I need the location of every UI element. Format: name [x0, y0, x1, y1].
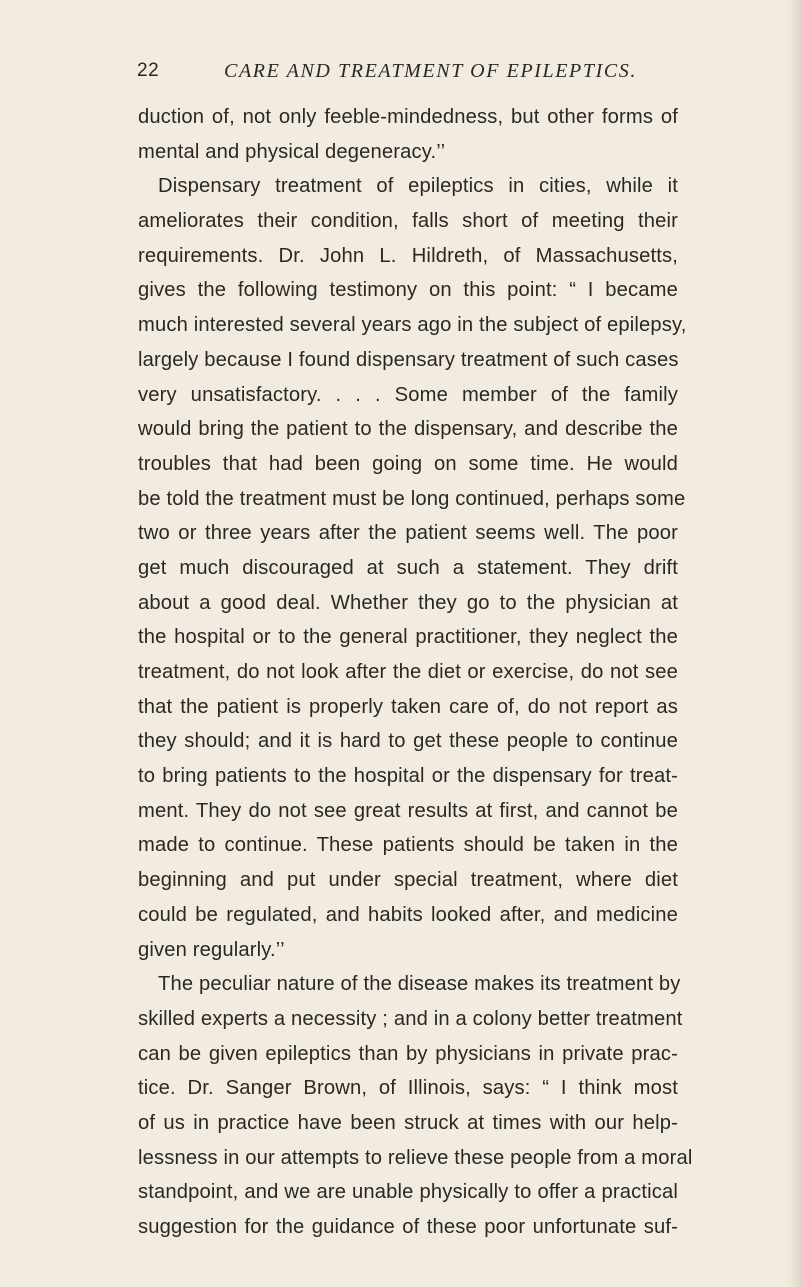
text-line: made to continue. These patients should be taken in the: [138, 834, 678, 857]
text-line: largely because I found dispensary treatment of such cases: [138, 348, 679, 371]
text-line: ameliorates their condition, falls short of meeting their: [138, 210, 678, 233]
running-title: CARE AND TREATMENT OF EPILEPTICS.: [224, 60, 637, 82]
text-line: tice. Dr. Sanger Brown, of Illinois, says: “ I think most: [138, 1077, 678, 1100]
text-line: troubles that had been going on some time. He would: [138, 452, 678, 475]
text-line: lessness in our attempts to relieve these people from a moral: [138, 1146, 693, 1169]
text-line: much interested several years ago in the subject of epilepsy,: [138, 314, 687, 337]
text-line: two or three years after the patient seems well. The poor: [138, 522, 678, 545]
text-line: be told the treatment must be long continued, perhaps some: [138, 487, 686, 510]
text-line: ment. They do not see great results at first, and cannot be: [138, 799, 678, 822]
text-line: skilled experts a necessity ; and in a colony better treatment: [138, 1007, 683, 1030]
text-line: get much discouraged at such a statement. They drift: [138, 556, 678, 579]
text-line: standpoint, and we are unable physically to offer a practical: [138, 1181, 678, 1204]
text-line: about a good deal. Whether they go to the physician at: [138, 591, 678, 614]
paragraph-start-line: The peculiar nature of the disease makes its treatment by: [158, 973, 681, 996]
text-line: to bring patients to the hospital or the dispensary for treat-: [138, 765, 678, 788]
text-line: duction of, not only feeble-mindedness, but other forms of: [138, 106, 678, 128]
body-text: [138, 100, 693, 1245]
text-line: beginning and put under special treatment, where diet: [138, 869, 678, 892]
paragraph-start-line: Dispensary treatment of epileptics in cities, while it: [158, 175, 678, 198]
text-line: requirements. Dr. John L. Hildreth, of Massachusetts,: [138, 244, 678, 267]
text-line: mental and physical degeneracy.’’: [138, 140, 446, 163]
text-line: they should; and it is hard to get these people to continue: [138, 730, 678, 753]
text-line: suggestion for the guidance of these poor unfortunate suf-: [138, 1216, 678, 1238]
text-line: gives the following testimony on this point: “ I became: [138, 279, 678, 302]
text-line: very unsatisfactory. . . . Some member of the family: [138, 383, 678, 406]
page-number: 22: [137, 60, 160, 81]
running-head: [137, 60, 657, 90]
text-line: of us in practice have been struck at times with our help-: [138, 1111, 678, 1134]
text-line: treatment, do not look after the diet or exercise, do not see: [138, 661, 678, 683]
text-line: the hospital or to the general practitioner, they neglect the: [138, 626, 678, 649]
text-line: given regularly.’’: [138, 938, 285, 961]
text-line: that the patient is properly taken care of, do not report as: [138, 695, 678, 718]
text-line: would bring the patient to the dispensary, and describe the: [138, 418, 678, 441]
page-edge-shadow: [787, 0, 801, 1287]
text-line: could be regulated, and habits looked after, and medicine: [138, 903, 678, 926]
text-line: can be given epileptics than by physicians in private prac-: [138, 1042, 678, 1065]
